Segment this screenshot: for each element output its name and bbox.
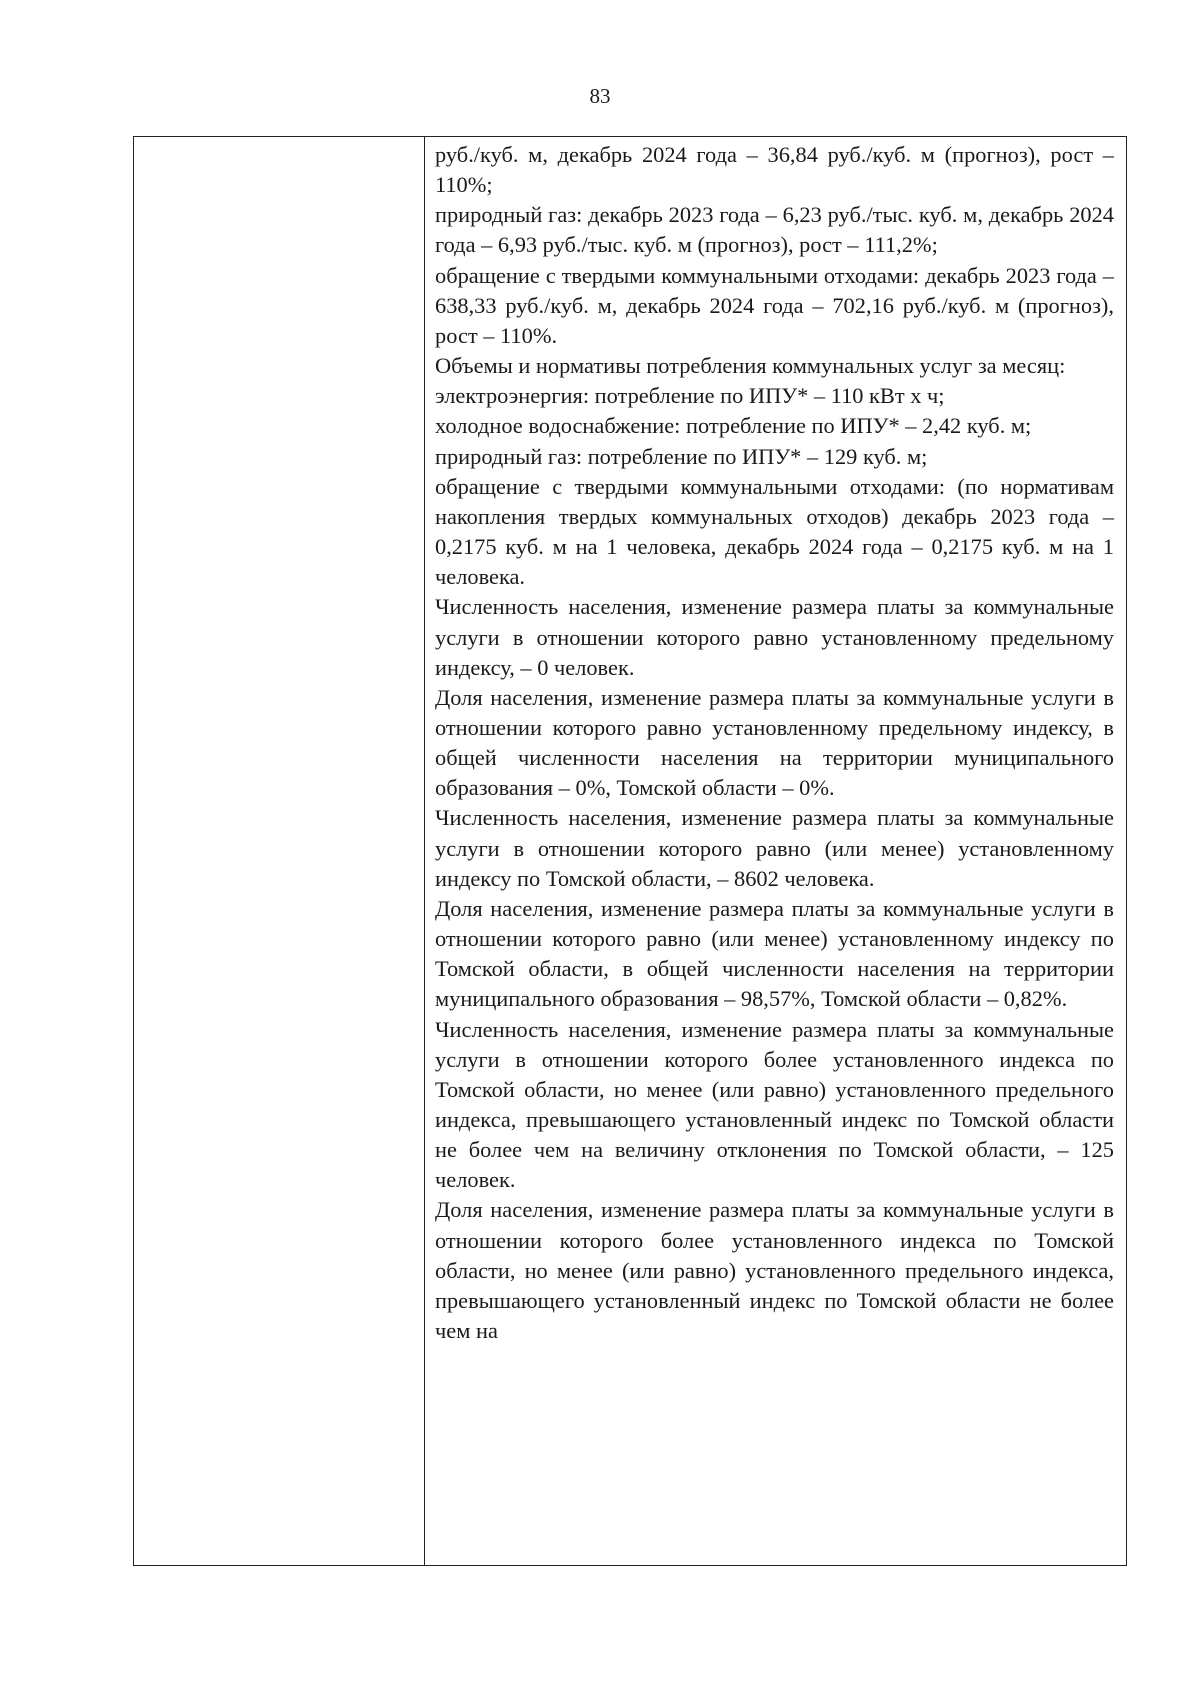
paragraph-tariff-solid-waste: обращение с твердыми коммунальными отходами: декабрь 2023 года – 638,33 руб./куб. м, декабрь 2024 года – 702,16 руб./куб. м (прогноз), рост – 110%.	[435, 262, 1114, 348]
paragraph-consumption-cold-water: холодное водоснабжение: потребление по ИПУ* – 2,42 куб. м;	[435, 413, 1032, 439]
paragraph-share-below-index: Доля населения, изменение размера платы за коммунальные услуги в отношении которого равно (или менее) установленному индексу по Томской области, в общей численности населения на территории муниципального образования – 98,57%, Томской области – 0,82%.	[435, 895, 1114, 1012]
paragraph-consumption-solid-waste: обращение с твердыми коммунальными отходами: (по нормативам накопления твердых коммунальных отходов) декабрь 2023 года – 0,2175 куб. м на 1 человека, декабрь 2024 года – 0,2175 куб. м на 1 человека.	[435, 473, 1114, 590]
paragraph-population-above-index: Численность населения, изменение размера платы за коммунальные услуги в отношении которого более установленного индекса по Томской области, но менее (или равно) установленного предельного индекса, превышающего установленный индекс по Томской области не более чем на величину отклонения по Томской области, – 125 человек.	[435, 1016, 1114, 1193]
table-right-cell	[425, 137, 1126, 1565]
paragraph-population-equal-limit: Численность населения, изменение размера платы за коммунальные услуги в отношении которого равно установленному предельному индексу, – 0 человек.	[435, 594, 1114, 680]
paragraph-share-above-index: Доля населения, изменение размера платы за коммунальные услуги в отношении которого более установленного индекса по Томской области, но менее (или равно) установленного предельного индекса, превышающего установленный индекс по Томской области не более чем на	[435, 1197, 1114, 1344]
paragraph-consumption-natural-gas: природный газ: потребление по ИПУ* – 129 куб. м;	[435, 443, 928, 469]
paragraph-tariff-cold-water-end: руб./куб. м, декабрь 2024 года – 36,84 руб./куб. м (прогноз), рост – 110%;	[435, 142, 1114, 198]
paragraph-consumption-electricity: электроэнергия: потребление по ИПУ* – 110 кВт х ч;	[435, 383, 945, 409]
paragraph-share-equal-limit: Доля населения, изменение размера платы за коммунальные услуги в отношении которого равно установленному предельному индексу, в общей численности населения на территории муниципального образования – 0%, Томской области – 0%.	[435, 684, 1114, 801]
table-left-cell	[134, 137, 425, 1565]
paragraph-population-below-index: Численность населения, изменение размера платы за коммунальные услуги в отношении которого равно (или менее) установленному индексу по Томской области, – 8602 человека.	[435, 805, 1114, 891]
document-table	[133, 136, 1127, 1566]
paragraph-consumption-heading: Объемы и нормативы потребления коммунальных услуг за месяц:	[435, 353, 1066, 379]
paragraph-tariff-natural-gas: природный газ: декабрь 2023 года – 6,23 руб./тыс. куб. м, декабрь 2024 года – 6,93 руб./тыс. куб. м (прогноз), рост – 111,2%;	[435, 202, 1114, 258]
page-number: 83	[589, 84, 611, 108]
